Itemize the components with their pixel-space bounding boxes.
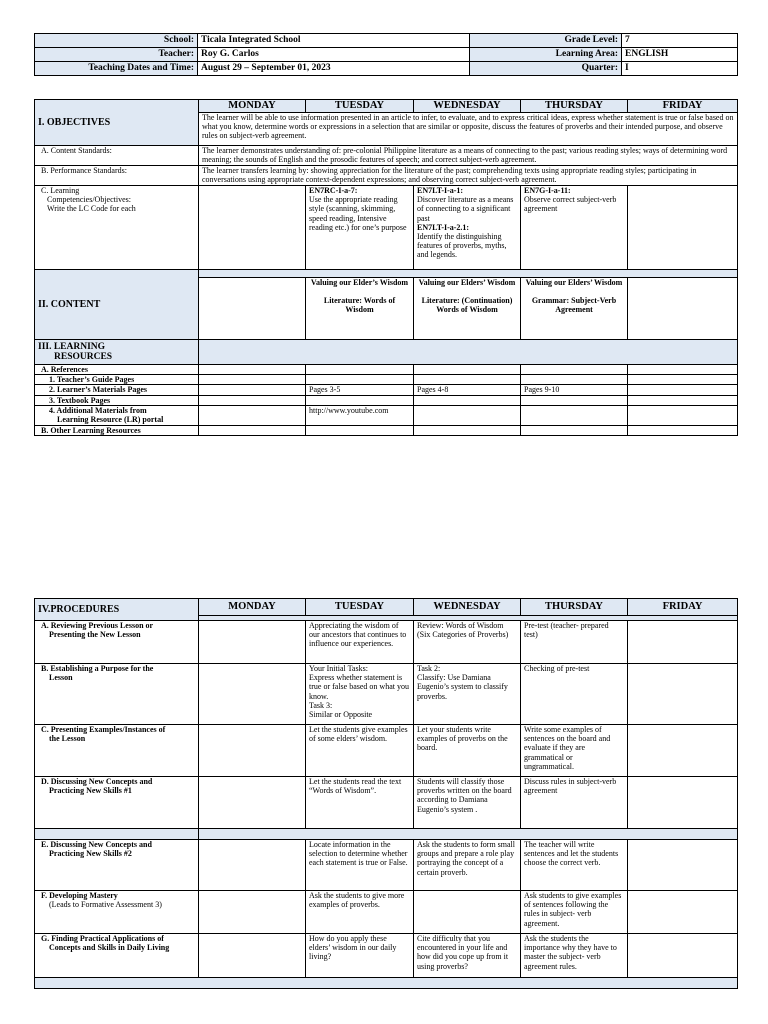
content-wednesday	[414, 278, 521, 340]
lm-pages-wednesday: Pages 4-8	[414, 385, 521, 395]
competency-code: EN7LT-I-a-2.1:	[417, 222, 470, 232]
content-title: Valuing our Elders’ Wisdom	[418, 278, 516, 287]
competency-friday	[628, 186, 738, 270]
objectives-label: I. OBJECTIVES	[35, 100, 199, 146]
procedure-d-thursday: Discuss rules in subject-verb agreement	[521, 777, 628, 829]
dates-value: August 29 – September 01, 2023	[198, 62, 470, 76]
references-label: A. References	[35, 365, 199, 375]
procedure-label-line: A. Reviewing Previous Lesson or	[41, 621, 154, 630]
procedure-label-d	[35, 777, 199, 829]
school-value: Ticala Integrated School	[198, 34, 470, 48]
procedure-label-line: Practicing New Skills #1	[49, 786, 132, 796]
resources-label-2: RESOURCES	[54, 352, 113, 362]
day-wednesday: WEDNESDAY	[414, 599, 521, 616]
procedure-label-a	[35, 621, 199, 664]
procedures-spacer	[35, 829, 199, 840]
quarter-value: I	[622, 62, 738, 76]
competencies-label	[35, 186, 199, 270]
procedure-label-c	[35, 725, 199, 777]
procedure-text: Task 2:	[417, 664, 441, 673]
day-friday: FRIDAY	[628, 599, 738, 616]
teacher-label: Teacher:	[35, 48, 198, 62]
procedure-c-wednesday: Let your students write examples of proverbs on the board.	[414, 725, 521, 777]
competency-monday	[199, 186, 306, 270]
lm-pages-thursday: Pages 9-10	[521, 385, 628, 395]
competency-text: Discover literature as a means of connecting to a significant past	[417, 195, 514, 223]
procedure-label-line: B. Establishing a Purpose for the	[41, 664, 154, 673]
content-standards-label: A. Content Standards:	[35, 146, 199, 166]
competency-code: EN7G-I-a-11:	[524, 186, 571, 195]
procedure-b-thursday: Checking of pre-test	[521, 664, 628, 725]
content-label: II. CONTENT	[35, 270, 199, 340]
procedure-d-wednesday: Students will classify those proverbs written on the board according to Damiana Eugenio’s system .	[414, 777, 521, 829]
school-label: School:	[35, 34, 198, 48]
procedure-f-tuesday: Ask the students to give more examples of proverbs.	[306, 891, 414, 934]
content-subtitle: Literature: (Continuation) Words of Wisdom	[421, 296, 513, 315]
procedure-label-line: Presenting the New Lesson	[49, 630, 141, 640]
grade-label: Grade Level:	[470, 34, 622, 48]
procedure-label-line: Practicing New Skills #2	[49, 849, 132, 859]
grade-value: 7	[622, 34, 738, 48]
procedure-text: Task 3:	[309, 700, 333, 710]
additional-materials-tuesday[interactable]: http://www.youtube.com	[306, 405, 414, 425]
lm-pages-label: 2. Learner’s Materials Pages	[35, 385, 199, 395]
procedure-label-b	[35, 664, 199, 725]
procedure-e-wednesday: Ask the students to form small groups and prepare a role play portraying the concept of a certain proverb.	[414, 840, 521, 891]
competency-wednesday	[414, 186, 521, 270]
day-monday: MONDAY	[199, 599, 306, 616]
procedure-label-line: D. Discussing New Concepts and	[41, 777, 153, 786]
procedure-d-tuesday: Let the students read the text “Words of Wisdom”.	[306, 777, 414, 829]
other-resources-label: B. Other Learning Resources	[35, 425, 199, 435]
header-table	[34, 33, 738, 76]
procedure-label-line: (Leads to Formative Assessment 3)	[49, 900, 162, 910]
content-title: Valuing our Elder’s Wisdom	[310, 278, 409, 287]
competency-code: EN7LT-I-a-1:	[417, 186, 464, 195]
procedure-g-thursday: Ask the students the importance why they have to master the subject- verb agreement rules.	[521, 934, 628, 978]
day-thursday: THURSDAY	[521, 100, 628, 113]
content-monday	[199, 278, 306, 340]
day-wednesday: WEDNESDAY	[414, 100, 521, 113]
competency-text: Observe correct subject-verb agreement	[524, 195, 617, 214]
procedure-label-e	[35, 840, 199, 891]
procedure-f-thursday: Ask students to give examples of sentences following the rules in subject- verb agreement.	[521, 891, 628, 934]
additional-materials-label-2: Learning Resource (LR) portal	[57, 415, 164, 425]
competencies-label-3: Write the LC Code for each	[47, 204, 136, 214]
procedure-label-line: E. Discussing New Concepts and	[41, 840, 152, 849]
content-subtitle: Grammar: Subject-Verb Agreement	[531, 296, 617, 315]
competency-thursday	[521, 186, 628, 270]
procedure-b-tuesday	[306, 664, 414, 725]
dates-label: Teaching Dates and Time:	[35, 62, 198, 76]
area-value: ENGLISH	[622, 48, 738, 62]
lm-pages-tuesday: Pages 3-5	[306, 385, 414, 395]
competencies-label-1: C. Learning	[41, 186, 80, 195]
procedure-label-line: the Lesson	[49, 734, 86, 744]
lesson-plan-table	[34, 99, 738, 436]
quarter-label: Quarter:	[470, 62, 622, 76]
tg-pages-label: 1. Teacher’s Guide Pages	[35, 375, 199, 385]
day-thursday: THURSDAY	[521, 599, 628, 616]
procedure-label-f	[35, 891, 199, 934]
procedure-a-tuesday: Appreciating the wisdom of our ancestors that continues to influence our experiences.	[306, 621, 414, 664]
procedure-c-thursday: Write some examples of sentences on the board and evaluate if they are grammatical or ungrammatical.	[521, 725, 628, 777]
procedure-label-line: Concepts and Skills in Daily Living	[49, 943, 170, 953]
content-subtitle: Literature: Words of Wisdom	[323, 296, 396, 315]
additional-materials-label	[35, 405, 199, 425]
tb-pages-label: 3. Textbook Pages	[35, 395, 199, 405]
resources-shade-row	[199, 340, 738, 365]
day-tuesday: TUESDAY	[306, 100, 414, 113]
resources-label-1: III. LEARNING	[38, 341, 106, 352]
procedure-label-line: G. Finding Practical Applications of	[41, 934, 164, 943]
competency-code: EN7RC-I-a-7:	[309, 186, 358, 195]
procedure-text: Similar or Opposite	[309, 710, 373, 720]
procedure-c-tuesday: Let the students give examples of some elders’ wisdom.	[306, 725, 414, 777]
objectives-text: The learner will be able to use information presented in an article to infer, to evaluate, and to express critical ideas, express whether statement is true or false based on what you know, determine words or expressions in a selection that are similar or opposite, discuss the features of proverbs and their intended purpose, and observe rules on subject-verb agreement.	[199, 113, 738, 146]
procedures-footer-row	[35, 978, 738, 989]
procedure-text: Express whether statement is true or false based on what you know.	[309, 673, 409, 701]
procedure-label-line: Lesson	[49, 673, 73, 683]
performance-standards-label: B. Performance Standards:	[35, 166, 199, 186]
procedure-g-tuesday: How do you apply these elders’ wisdom in our daily living?	[306, 934, 414, 978]
resources-label	[35, 340, 199, 365]
procedure-label-line: C. Presenting Examples/Instances of	[41, 725, 166, 734]
competency-text: Use the appropriate reading style (scanning, skimming, speed reading, Intensive reading etc.) for one’s purpose	[309, 195, 407, 232]
day-monday: MONDAY	[199, 100, 306, 113]
additional-materials-label-1: 4. Additional Materials from	[49, 405, 147, 415]
procedures-label: IV.PROCEDURES	[35, 599, 199, 621]
day-friday: FRIDAY	[628, 100, 738, 113]
procedures-table	[34, 598, 738, 989]
procedure-text: Your Initial Tasks:	[309, 664, 368, 673]
procedures-spacer	[199, 829, 738, 840]
procedure-a-wednesday: Review: Words of Wisdom (Six Categories of Proverbs)	[414, 621, 521, 664]
procedure-b-wednesday	[414, 664, 521, 725]
procedure-e-thursday: The teacher will write sentences and let the students choose the correct verb.	[521, 840, 628, 891]
procedure-f-wednesday	[414, 891, 521, 934]
procedure-text: Classify: Use Damiana Eugenio’s system to classify proverbs.	[417, 673, 508, 701]
content-thursday	[521, 278, 628, 340]
procedure-e-tuesday: Locate information in the selection to determine whether each statement is true or False.	[306, 840, 414, 891]
content-title: Valuing our Elders’ Wisdom	[525, 278, 623, 287]
content-shade-row	[199, 270, 738, 278]
procedure-label-line: F. Developing Mastery	[41, 891, 118, 900]
teacher-value: Roy G. Carlos	[198, 48, 470, 62]
day-tuesday: TUESDAY	[306, 599, 414, 616]
competency-tuesday	[306, 186, 414, 270]
procedure-a-thursday: Pre-test (teacher- prepared test)	[521, 621, 628, 664]
performance-standards-text: The learner transfers learning by: showing appreciation for the literature of the past; comprehending texts using appropriate reading styles; participating in conversations using appropriate context-dependent expressions; and observing correct subject-verb agreement.	[199, 166, 738, 186]
procedure-g-wednesday: Cite difficulty that you encountered in your life and how did you cope up from it using proverbs?	[414, 934, 521, 978]
content-standards-text: The learner demonstrates understanding of: pre-colonial Philippine literature as a means of connecting to the past; various reading styles; ways of determining word meaning; the sounds of English and the prosodic features of speech; and correct subject-verb agreement.	[199, 146, 738, 166]
competency-text: Identify the distinguishing features of proverbs, myths, and legends.	[417, 232, 507, 260]
content-friday	[628, 278, 738, 340]
procedure-label-g	[35, 934, 199, 978]
content-tuesday	[306, 278, 414, 340]
competencies-label-2: Competencies/Objectives:	[47, 195, 131, 205]
area-label: Learning Area:	[470, 48, 622, 62]
